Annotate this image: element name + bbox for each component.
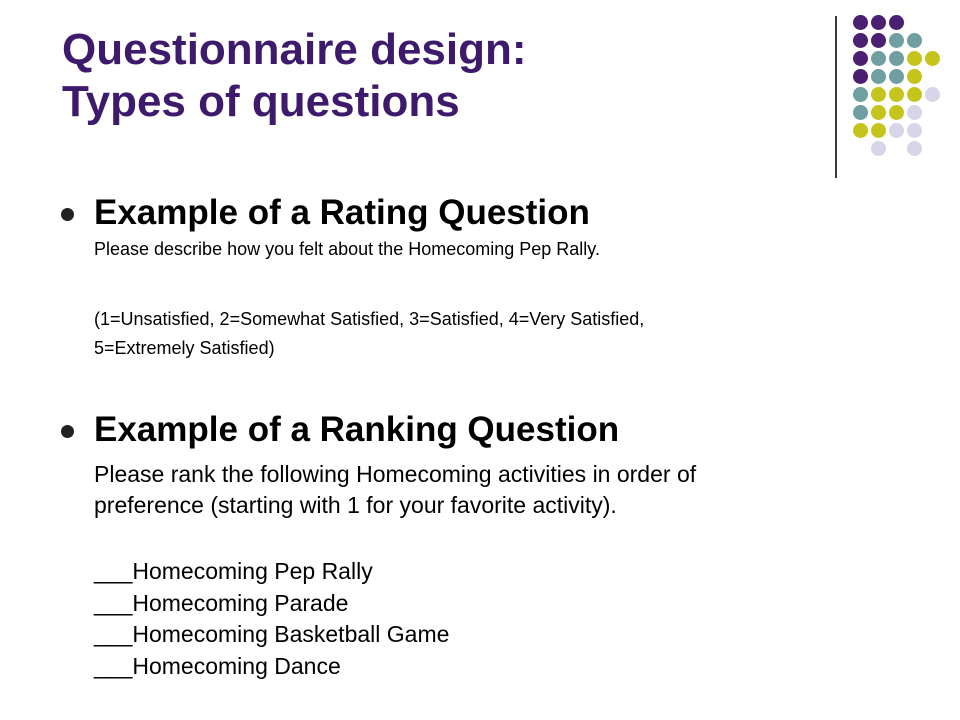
dot-teal [907,33,922,48]
dot-teal [889,33,904,48]
rating-scale-line-2: 5=Extremely Satisfied) [94,338,275,358]
dot-olive [889,87,904,102]
dot-purple [871,33,886,48]
dot-purple [889,15,904,30]
dot-teal [871,69,886,84]
dot-olive [907,51,922,66]
bullet-ranking [61,425,74,438]
title-line-1: Questionnaire design: [62,25,527,74]
rating-prompt: Please describe how you felt about the Homecoming Pep Rally. [94,239,600,259]
dot-teal [889,69,904,84]
ranking-prompt [94,459,854,521]
ranking-item: ___Homecoming Parade [94,589,349,616]
dot-purple [853,51,868,66]
dot-olive [871,87,886,102]
dot-olive [907,87,922,102]
rating-scale-line-1: (1=Unsatisfied, 2=Somewhat Satisfied, 3=Satisfied, 4=Very Satisfied, [94,309,645,329]
dot-purple [871,15,886,30]
dot-olive [907,69,922,84]
rating-scale [94,308,854,360]
decorative-dot-grid [0,0,960,200]
dot-olive [853,123,868,138]
dot-purple [853,69,868,84]
dot-purple [853,33,868,48]
dot-purple [853,15,868,30]
dot-lavender [925,87,940,102]
dot-olive [889,105,904,120]
dot-lavender [871,141,886,156]
rating-heading: Example of a Rating Question [94,193,590,232]
dot-teal [853,87,868,102]
dot-olive [925,51,940,66]
dot-teal [871,51,886,66]
ranking-heading: Example of a Ranking Question [94,410,620,449]
ranking-item: ___Homecoming Basketball Game [94,621,450,647]
dot-teal [853,105,868,120]
dot-lavender [889,123,904,138]
ranking-prompt-line-2: preference (starting with 1 for your favorite activity). [94,492,617,518]
dot-lavender [907,123,922,138]
ranking-item: ___Homecoming Pep Rally [94,558,373,584]
ranking-prompt-line-1: Please rank the following Homecoming activities in order of [94,461,697,487]
dot-olive [871,105,886,120]
ranking-item: ___Homecoming Dance [94,652,341,679]
ranking-list [94,556,449,682]
dot-teal [889,51,904,66]
title-line-2: Types of questions [62,77,460,126]
dot-lavender [907,105,922,120]
bullet-rating [61,208,74,221]
dot-lavender [907,141,922,156]
dot-olive [871,123,886,138]
